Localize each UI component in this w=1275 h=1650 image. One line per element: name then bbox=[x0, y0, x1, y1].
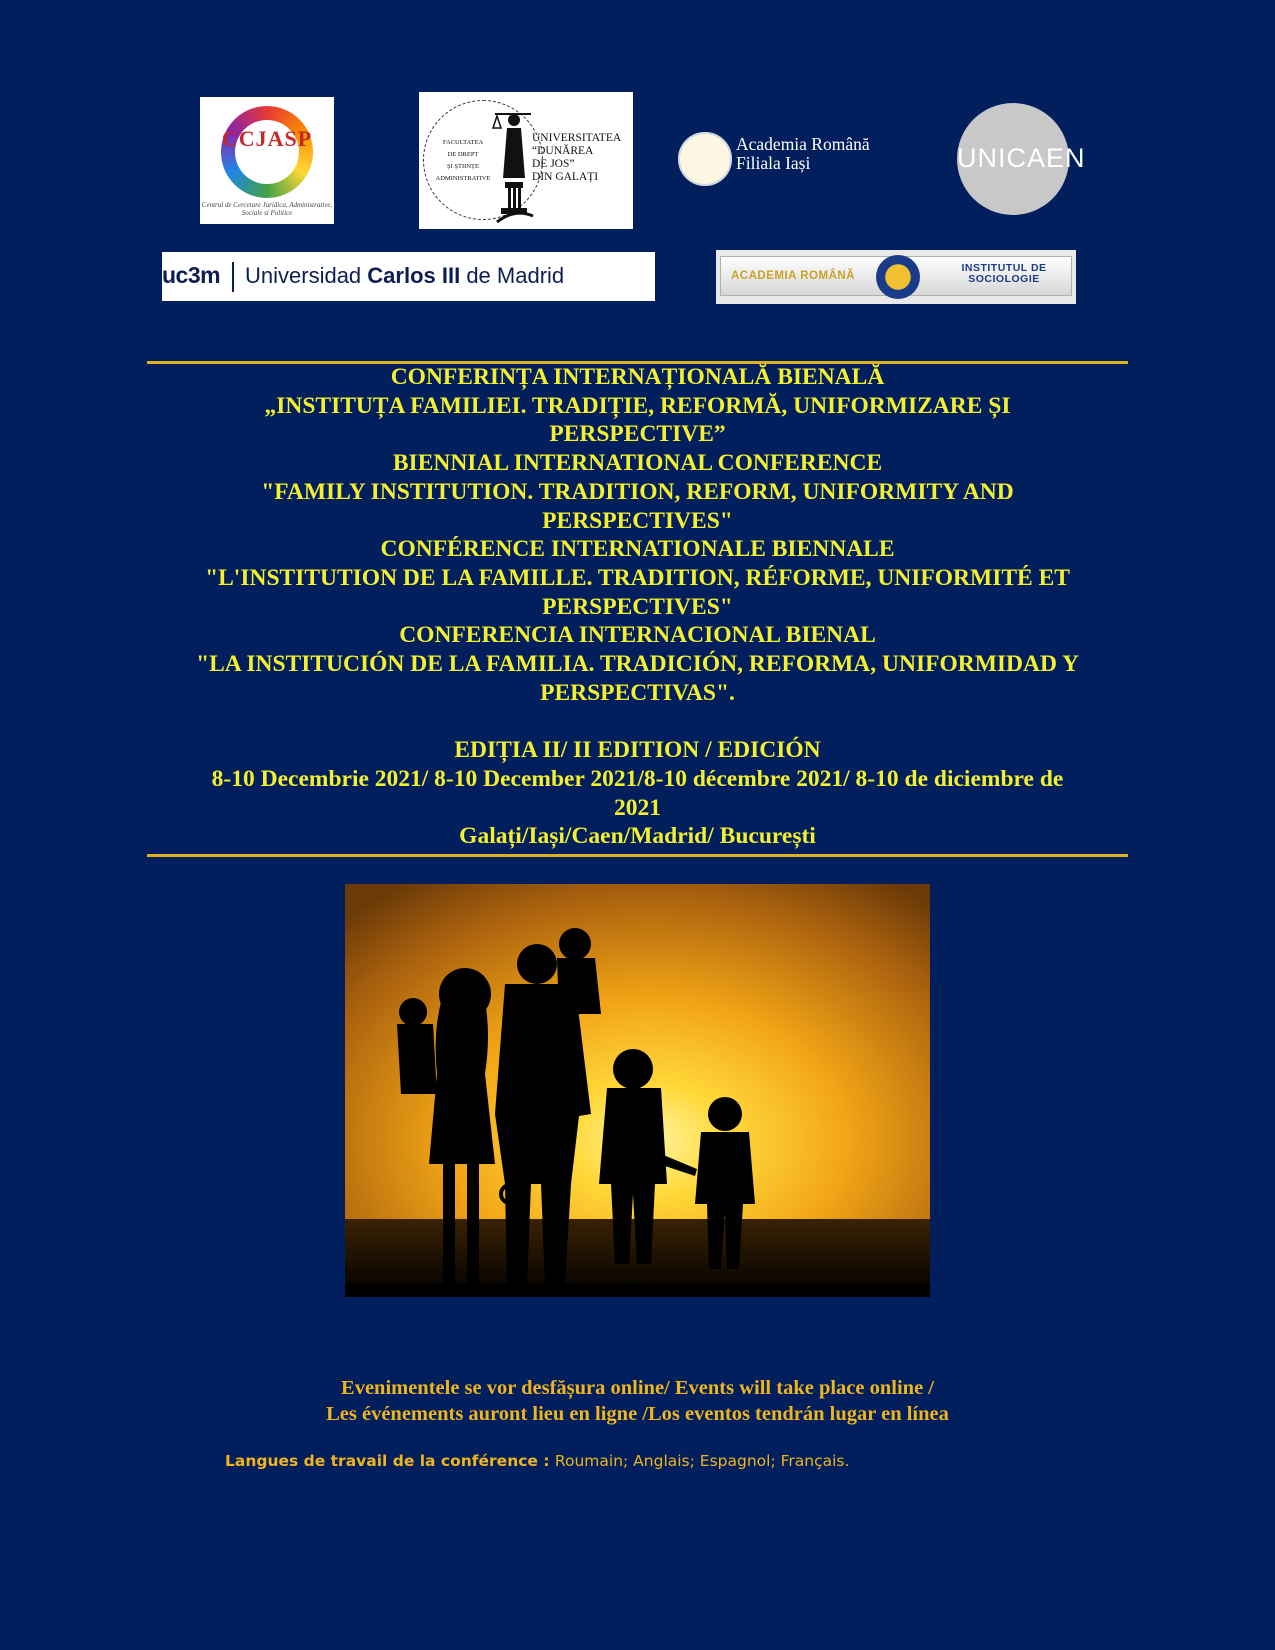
uc3m-logo bbox=[162, 252, 655, 301]
academia-seal-icon bbox=[678, 132, 732, 186]
conference-title-block bbox=[147, 363, 1128, 851]
title-line: BIENNIAL INTERNATIONAL CONFERENCE bbox=[392, 450, 883, 477]
title-line: CONFÉRENCE INTERNATIONALE BIENNALE bbox=[380, 536, 895, 563]
academia-iasi-line2: Filiala Iași bbox=[736, 153, 811, 173]
title-line: "L'INSTITUTION DE LA FAMILLE. TRADITION, RÉFORME, UNIFORMITÉ ET bbox=[205, 564, 1070, 591]
inst-soc-seal-icon bbox=[876, 255, 920, 299]
online-line2: Les événements auront lieu en ligne /Los eventos tendrán lugar en línea bbox=[326, 1403, 949, 1425]
locations-line: Galați/Iași/Caen/Madrid/ București bbox=[459, 823, 816, 850]
ccjasp-ring-icon bbox=[221, 106, 313, 198]
title-line: PERSPECTIVE” bbox=[549, 421, 726, 448]
inst-soc-academia-text: ACADEMIA ROMÂNĂ bbox=[731, 270, 855, 282]
title-line: PERSPECTIVES" bbox=[542, 507, 733, 534]
online-notice bbox=[147, 1375, 1128, 1427]
galati-university-name: UNIVERSITATEA “DUNĂREA DE JOS” DIN GALAȚI bbox=[532, 132, 622, 183]
online-line1: Evenimentele se vor desfășura online/ Events will take place online / bbox=[341, 1377, 934, 1399]
dates-line-year: 2021 bbox=[614, 794, 661, 821]
dates-line: 8-10 Decembrie 2021/ 8-10 December 2021/8-10 décembre 2021/ 8-10 de diciembre de bbox=[211, 765, 1064, 792]
academia-iasi-line1: Academia Română bbox=[736, 134, 870, 154]
uc3m-full-name: Universidad Carlos III de Madrid bbox=[245, 263, 565, 288]
family-silhouette-icon bbox=[345, 884, 930, 1297]
title-line: „INSTITUȚA FAMILIEI. TRADIȚIE, REFORMĂ, UNIFORMIZARE ȘI bbox=[264, 392, 1011, 419]
galati-faculty-text: FACULTATEA DE DREPT ȘI ȘTIINȚE ADMINISTRATIVE bbox=[435, 139, 491, 182]
inst-soc-name: INSTITUTUL DE SOCIOLOGIE bbox=[961, 262, 1047, 285]
languages-label: Langues de travail de la conférence : bbox=[225, 1452, 555, 1470]
galati-university-logo bbox=[419, 92, 633, 229]
ccjasp-logo bbox=[200, 97, 334, 224]
title-line: "LA INSTITUCIÓN DE LA FAMILIA. TRADICIÓN, REFORMA, UNIFORMIDAD Y bbox=[196, 651, 1079, 678]
bottom-divider bbox=[147, 854, 1128, 857]
institutul-sociologie-logo bbox=[716, 250, 1076, 304]
uc3m-divider bbox=[232, 262, 234, 292]
working-languages bbox=[225, 1452, 849, 1470]
title-line: CONFERINȚA INTERNAȚIONALĂ BIENALĂ bbox=[390, 364, 885, 390]
title-line: "FAMILY INSTITUTION. TRADITION, REFORM, UNIFORMITY AND bbox=[261, 478, 1014, 505]
unicaen-logo bbox=[957, 103, 1086, 215]
uc3m-short: uc3m bbox=[162, 262, 221, 288]
title-line: PERSPECTIVAS". bbox=[540, 679, 735, 706]
justice-statue-icon bbox=[491, 98, 537, 226]
languages-value: Roumain; Anglais; Espagnol; Français. bbox=[554, 1452, 850, 1470]
ccjasp-letters: CCJASP bbox=[221, 126, 313, 151]
ccjasp-caption: Centrul de Cercetare Juridica, Administrative, Sociale si Politice bbox=[201, 201, 333, 217]
family-sunset-photo bbox=[345, 884, 930, 1297]
unicaen-text: UNICAEN bbox=[957, 143, 1086, 173]
title-line: PERSPECTIVES" bbox=[542, 593, 733, 620]
title-line: CONFERENCIA INTERNACIONAL BIENAL bbox=[399, 622, 876, 649]
edition-line: EDIȚIA II/ II EDITION / EDICIÓN bbox=[454, 737, 821, 764]
